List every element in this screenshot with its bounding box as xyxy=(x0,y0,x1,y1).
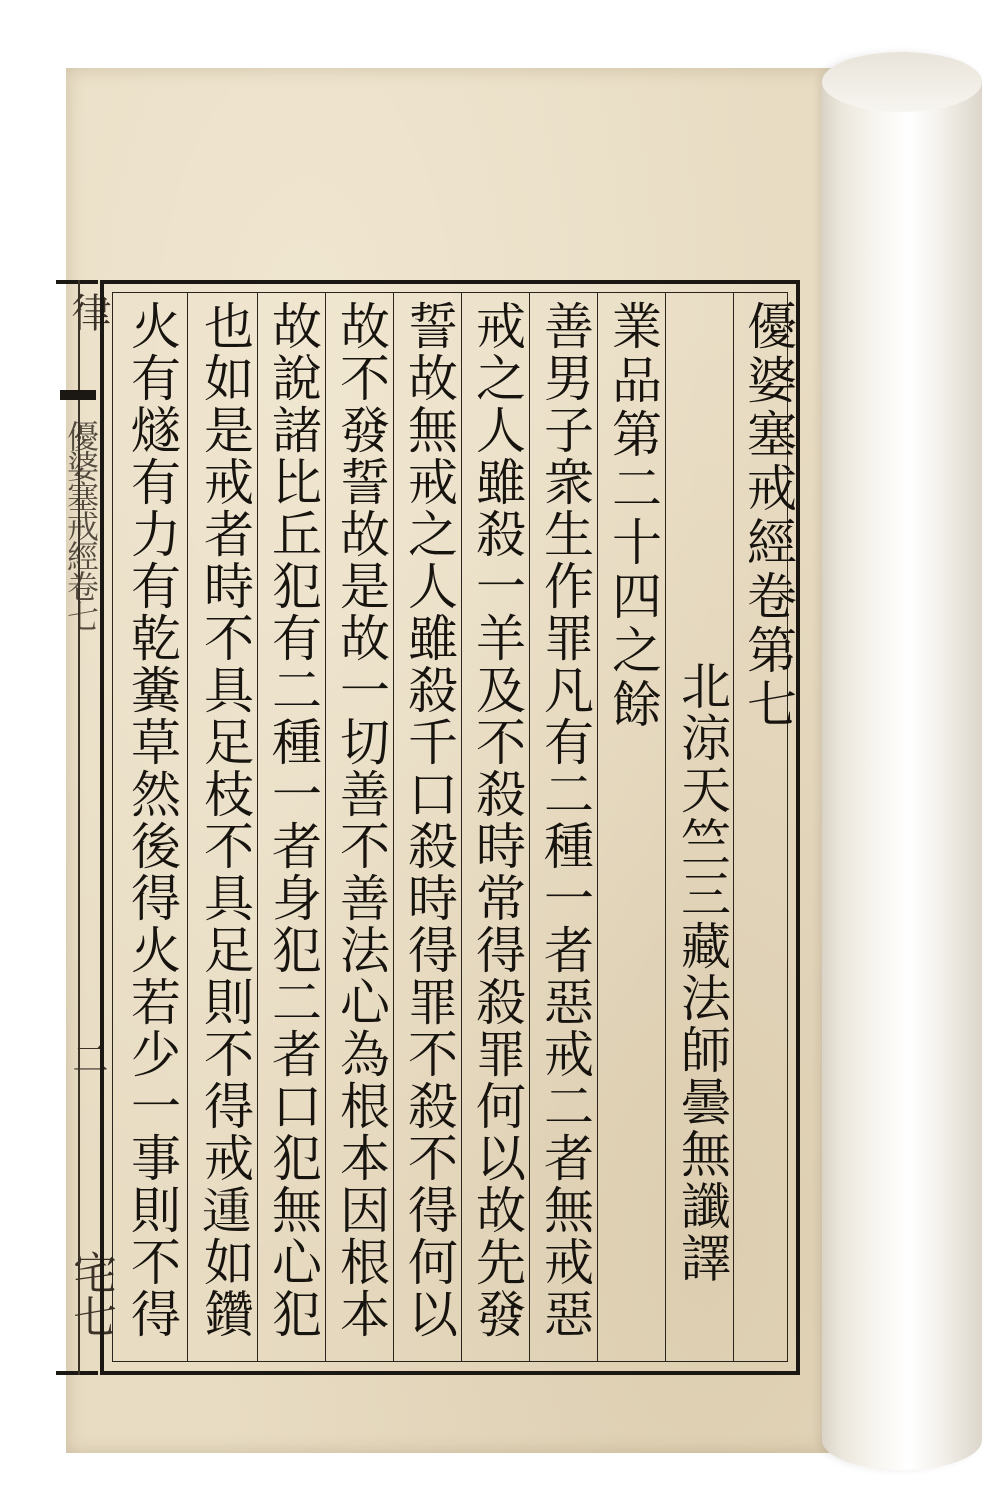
fish-tail-mark xyxy=(60,390,96,400)
column-rule xyxy=(187,292,188,1362)
column-rule xyxy=(257,292,258,1362)
body-column: 故說諸比丘犯有二種一者身犯二者口犯無心犯 xyxy=(264,300,322,1340)
rolled-leaf xyxy=(822,52,982,1470)
spine-category: 律 xyxy=(65,292,111,332)
body-column: 戒之人雖殺一羊及不殺時常得殺罪何以故先發 xyxy=(468,300,526,1340)
column-rule xyxy=(529,292,530,1362)
column-rule xyxy=(733,292,734,1362)
column-rule xyxy=(325,292,326,1362)
body-column: 故不發誓故是故一切善不善法心為根本因根本 xyxy=(332,300,390,1340)
body-column: 誓故無戒之人雖殺千口殺時得罪不殺不得何以 xyxy=(400,300,458,1340)
column-rule xyxy=(665,292,666,1362)
spine-leaf-number: 二 xyxy=(67,1040,108,1076)
column-rule xyxy=(597,292,598,1362)
body-column: 也如是戒者時不具足枝不具足則不得戒𨔝如鑽 xyxy=(196,300,254,1340)
spine-bottom-mark: 宅七 xyxy=(65,1250,116,1338)
chapter-heading: 業品第二十四之餘 xyxy=(604,300,662,732)
column-rule xyxy=(393,292,394,1362)
body-column: 火有燧有力有乾糞草然後得火若少一事則不得 xyxy=(123,300,181,1340)
body-column: 善男子衆生作罪凡有二種一者惡戒二者無戒惡 xyxy=(536,300,594,1340)
spine-title: 優婆塞戒經卷七 xyxy=(62,420,100,630)
translator-line: 北涼天竺三藏法師曇無讖譯 xyxy=(673,660,731,1284)
column-rule xyxy=(461,292,462,1362)
rolled-leaf-top xyxy=(822,52,982,112)
sutra-title: 優婆塞戒經卷第七 xyxy=(739,300,797,732)
